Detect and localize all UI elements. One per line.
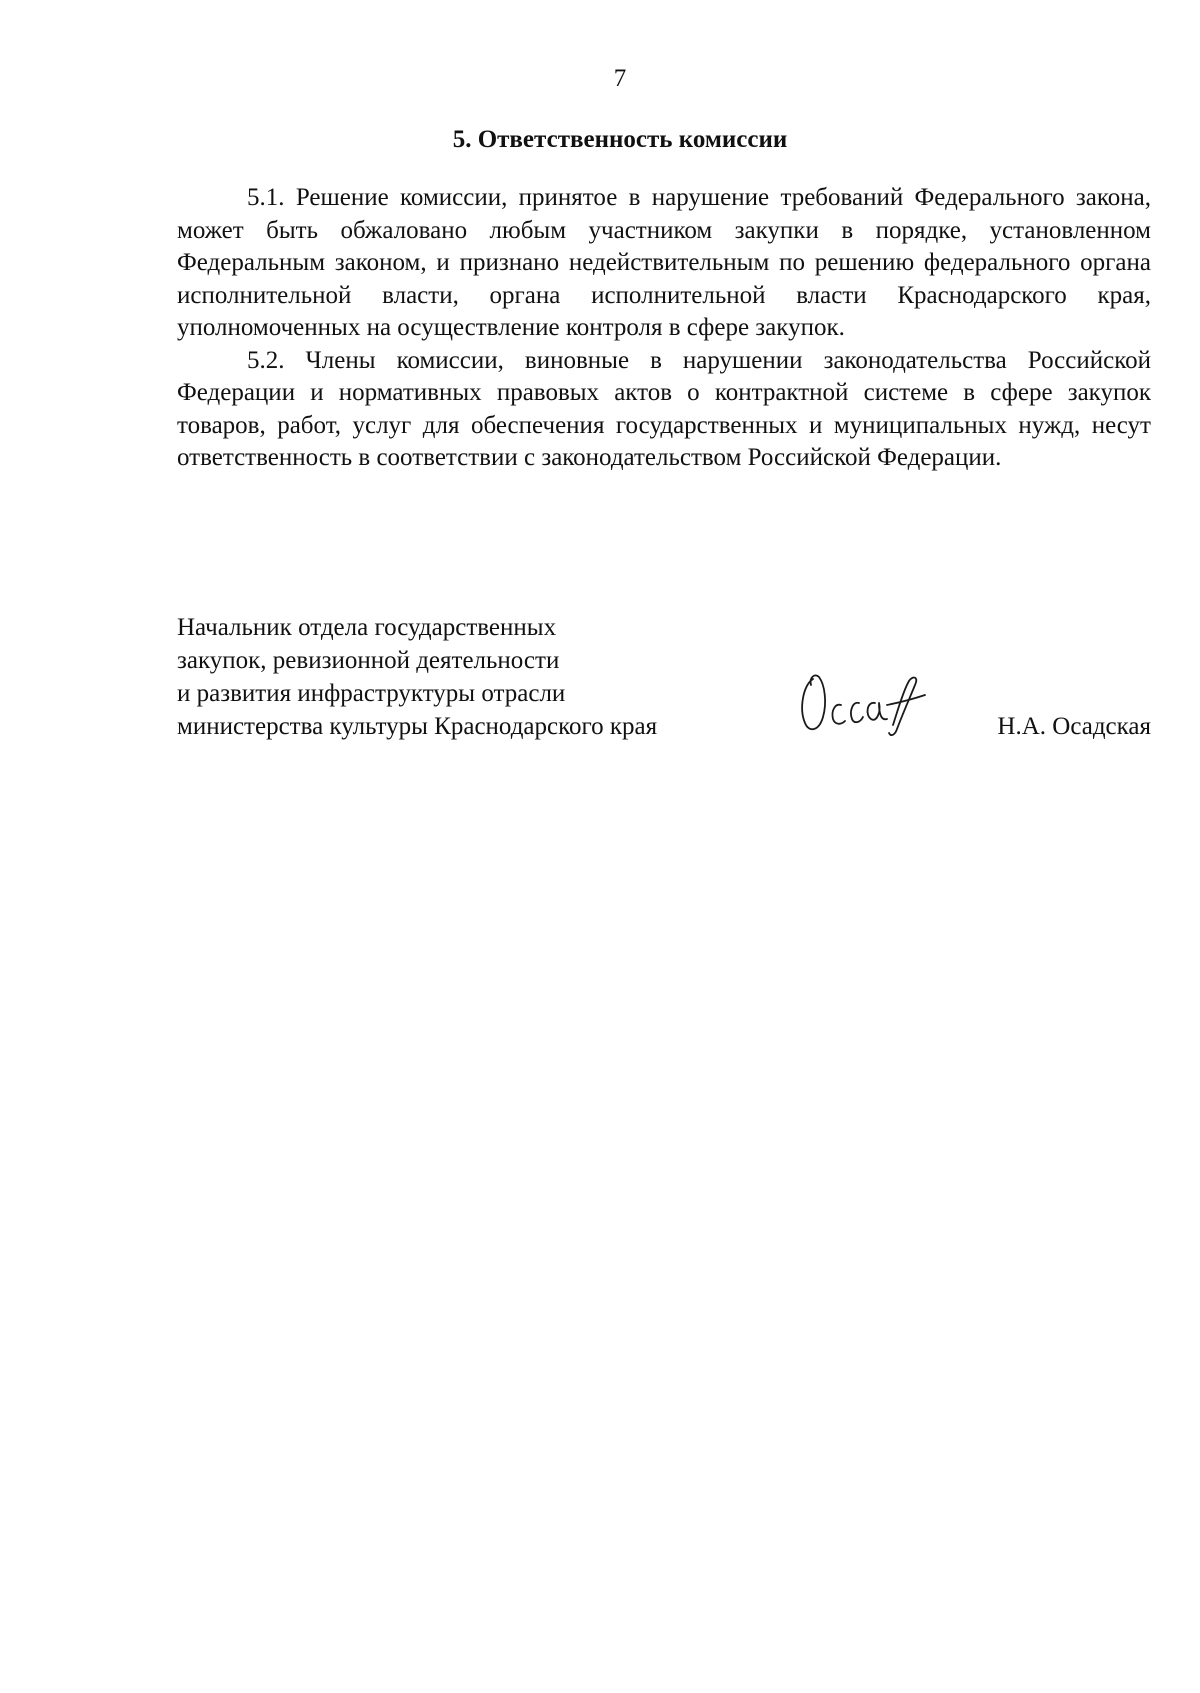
signatory-name: Н.А. Осадская [997, 713, 1151, 740]
paragraph-5-1: 5.1. Решение комиссии, принятое в нарушение требований Федерального закона, может быть обжаловано любым участником закупки в порядке, установленном Федеральным законом, и признано недействительным по решению федерального органа исполнительной власти, органа исполнительной власти Краснодарского края, уполномоченных на осуществление контроля в сфере закупок. [177, 184, 1151, 341]
section-body [177, 182, 1151, 475]
handwritten-signature [797, 665, 927, 743]
paragraph-5-2: 5.2. Члены комиссии, виновные в нарушении законодательства Российской Федерации и нормативных правовых актов о контрактной системе в сфере закупок товаров, работ, услуг для обеспечения государственных и муниципальных нужд, несут ответственность в соответствии с законодательством Российской Федерации. [177, 346, 1151, 471]
position-line: министерства культуры Краснодарского края [177, 713, 658, 740]
position-line: закупок, ревизионной деятельности [177, 647, 560, 674]
signature-block [177, 611, 1151, 751]
section-title: 5. Ответственность комиссии [452, 126, 788, 153]
signatory-position [177, 611, 657, 743]
page-number: 7 [613, 65, 627, 92]
position-line: и развития инфраструктуры отрасли [177, 680, 566, 707]
position-line: Начальник отдела государственных [177, 614, 557, 641]
